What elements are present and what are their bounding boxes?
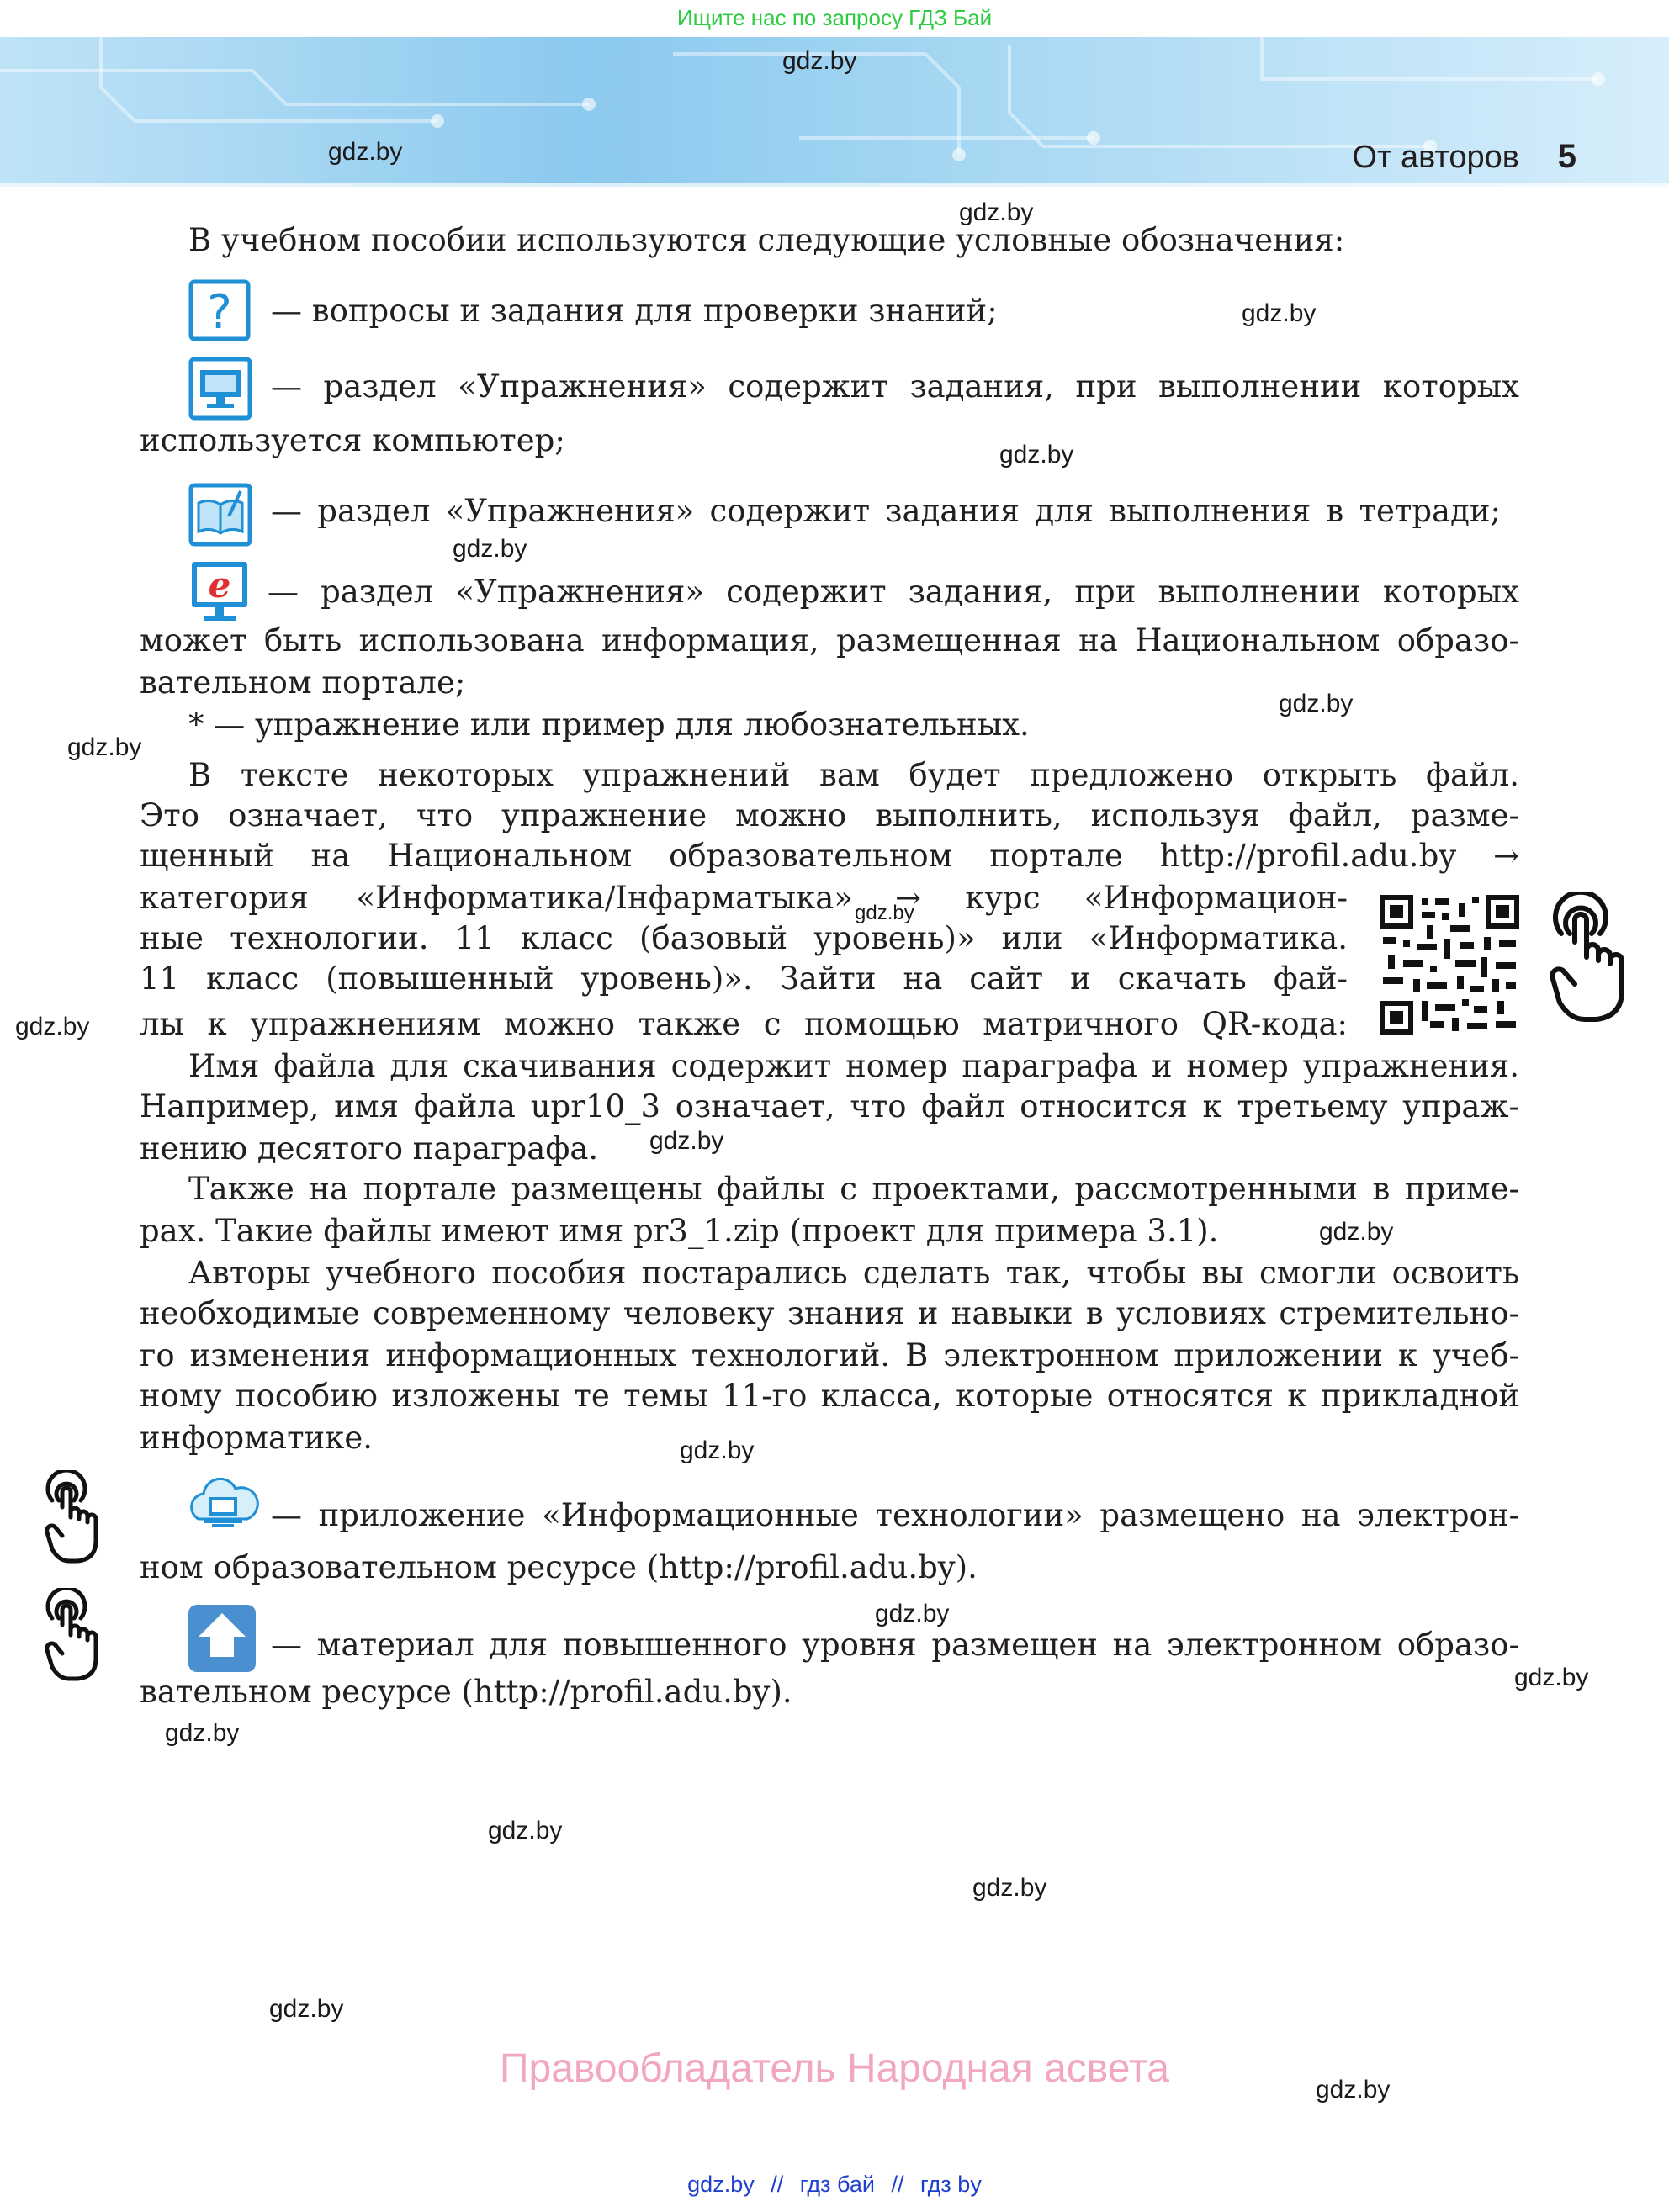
footer-separator: // bbox=[891, 2172, 904, 2197]
footer-separator: // bbox=[771, 2172, 784, 2197]
legend-portal-line3: вательном портале; bbox=[140, 664, 466, 701]
footer-links bbox=[0, 2172, 1669, 2198]
computer-icon bbox=[188, 357, 252, 421]
watermark: gdz.by bbox=[649, 1127, 724, 1155]
advanced-level-icon bbox=[187, 1603, 257, 1674]
notebook-icon bbox=[188, 483, 252, 547]
watermark: gdz.by bbox=[1514, 1664, 1589, 1691]
para-files-line7: лы к упражнениям можно также с помощью матричного QR-кода: bbox=[140, 1006, 1348, 1042]
para-projects-line1: Также на портале размещены файлы с проектами, рассмотренными в приме- bbox=[188, 1171, 1519, 1207]
legend-asterisk: * — упражнение или пример для любознательных. bbox=[188, 706, 1030, 743]
watermark: gdz.by bbox=[15, 1013, 90, 1040]
svg-text:e: e bbox=[208, 564, 231, 606]
legend-questions: — вопросы и задания для проверки знаний; bbox=[271, 293, 998, 329]
question-icon bbox=[188, 279, 251, 341]
para-files-line3: щенный на Национальном образовательном портале http://profil.adu.by → bbox=[140, 838, 1519, 874]
advanced-line1: — материал для повышенного уровня размещен на электронном образо- bbox=[271, 1627, 1519, 1663]
watermark: gdz.by bbox=[328, 138, 403, 166]
cloud-computer-icon bbox=[187, 1472, 259, 1539]
para-files-line4a: категория «Информатика/Інфарматыка» bbox=[140, 880, 853, 916]
para-files-line6: 11 класс (повышенный уровень)». Зайти на сайт и скачать фай- bbox=[140, 960, 1348, 997]
hand-pointer-icon[interactable] bbox=[42, 1470, 111, 1564]
footer-link-gdz[interactable]: gdz.by bbox=[687, 2172, 755, 2197]
intro-text: В учебном пособии используются следующие условные обозначения: bbox=[188, 222, 1345, 258]
watermark: gdz.by bbox=[782, 47, 857, 75]
watermark: gdz.by bbox=[999, 441, 1074, 468]
appendix-line2: ном образовательном ресурсе (http://profil.adu.by). bbox=[140, 1549, 978, 1585]
rights-holder: Правообладатель Народная асвета bbox=[500, 2046, 1169, 2091]
watermark: gdz.by bbox=[855, 902, 914, 924]
top-promo-link[interactable]: Ищите нас по запросу ГДЗ Бай bbox=[0, 0, 1669, 37]
para-filename-line1: Имя файла для скачивания содержит номер параграфа и номер упражнения. bbox=[188, 1048, 1519, 1084]
watermark: gdz.by bbox=[1242, 299, 1317, 327]
para-authors-line3: го изменения информационных технологий. В электронном приложении к учеб- bbox=[140, 1337, 1519, 1373]
appendix-line1: — приложение «Информационные технологии» размещено на электрон- bbox=[271, 1497, 1519, 1533]
para-authors-line4: ному пособию изложены те темы 11-го класса, которые относятся к прикладной bbox=[140, 1378, 1519, 1414]
footer-link-gdz-bai[interactable]: гдз бай bbox=[799, 2172, 875, 2197]
section-title: От авторов bbox=[1352, 140, 1519, 175]
legend-computer-line1: — раздел «Упражнения» содержит задания, при выполнении которых bbox=[271, 368, 1519, 405]
watermark: gdz.by bbox=[453, 535, 527, 563]
para-files-line2: Это означает, что упражнение можно выполнить, используя файл, разме- bbox=[140, 797, 1519, 833]
legend-computer-line2: используется компьютер; bbox=[140, 422, 565, 458]
watermark: gdz.by bbox=[165, 1719, 240, 1747]
para-files-line4b: → курс «Информацион- bbox=[895, 880, 1348, 916]
para-files-line5: ные технологии. 11 класс (базовый уровень)» или «Информатика. bbox=[140, 920, 1348, 956]
watermark: gdz.by bbox=[67, 733, 142, 761]
portal-e-icon bbox=[187, 558, 254, 626]
para-authors-line2: необходимые современному человеку знания и навыки в условиях стремительно- bbox=[140, 1295, 1519, 1331]
para-filename-line3: нению десятого параграфа. bbox=[140, 1130, 599, 1167]
legend-portal-line1: — раздел «Упражнения» содержит задания, при выполнении которых bbox=[268, 574, 1519, 610]
hand-pointer-icon[interactable] bbox=[42, 1588, 111, 1682]
watermark: gdz.by bbox=[1316, 2076, 1391, 2104]
para-authors-line1: Авторы учебного пособия постарались сделать так, чтобы вы смогли освоить bbox=[188, 1255, 1519, 1291]
footer-link-gdz-by[interactable]: гдз by bbox=[920, 2172, 982, 2197]
para-authors-line5: информатике. bbox=[140, 1420, 373, 1456]
watermark: gdz.by bbox=[1279, 690, 1354, 717]
page-number: 5 bbox=[1557, 138, 1576, 175]
watermark: gdz.by bbox=[1319, 1218, 1394, 1246]
legend-notebook: — раздел «Упражнения» содержит задания для выполнения в тетради; bbox=[271, 493, 1501, 529]
watermark: gdz.by bbox=[488, 1817, 563, 1844]
watermark: gdz.by bbox=[269, 1995, 344, 2023]
watermark: gdz.by bbox=[680, 1437, 755, 1464]
svg-text:?: ? bbox=[207, 285, 232, 340]
para-files-line1: В текстe некоторых упражнений вам будет предложено открыть файл. bbox=[188, 757, 1519, 793]
watermark: gdz.by bbox=[972, 1874, 1047, 1902]
watermark: gdz.by bbox=[875, 1600, 950, 1627]
qr-code[interactable] bbox=[1380, 895, 1519, 1035]
para-projects-line2: рах. Такие файлы имеют имя pr3_1.zip (проект для примера 3.1). bbox=[140, 1213, 1219, 1249]
para-filename-line2: Например, имя файла upr10_3 означает, что файл относится к третьему упраж- bbox=[140, 1088, 1519, 1125]
hand-pointer-icon[interactable] bbox=[1544, 892, 1639, 1026]
watermark: gdz.by bbox=[959, 198, 1034, 226]
advanced-line2: вательном ресурсе (http://profil.adu.by). bbox=[140, 1674, 792, 1710]
legend-portal-line2: может быть использована информация, размещенная на Национальном образо- bbox=[140, 622, 1519, 659]
